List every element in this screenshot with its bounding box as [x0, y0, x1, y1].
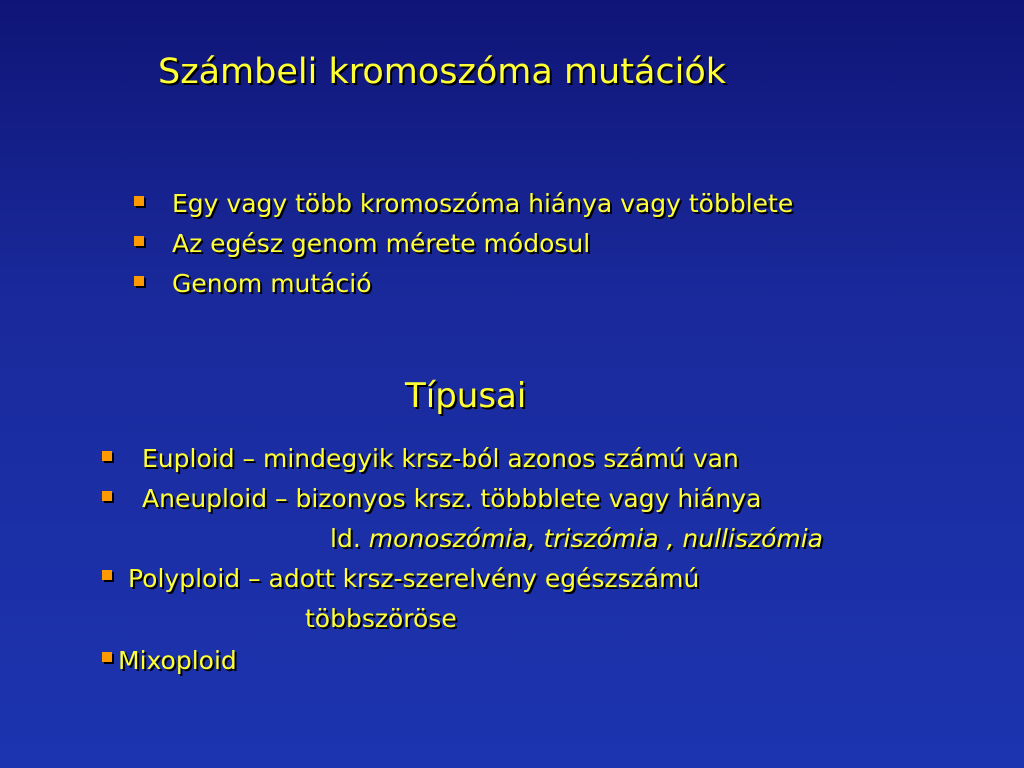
intro-item: Egy vagy több kromoszóma hiánya vagy többlete	[172, 189, 794, 218]
section-subtitle: Típusai	[405, 376, 527, 416]
continuation-prefix: ld.	[330, 524, 369, 553]
type-item-polyploid: Polyploid – adott krsz-szerelvény egészszámú	[128, 564, 700, 593]
slide-title: Számbeli kromoszóma mutációk	[158, 52, 727, 92]
intro-item: Az egész genom mérete módosul	[172, 229, 591, 258]
orange-square-bullet-icon	[134, 236, 144, 246]
orange-square-bullet-icon	[102, 570, 112, 580]
continuation-examples: monoszómia, triszómia , nulliszómia	[368, 524, 823, 553]
orange-square-bullet-icon	[134, 196, 144, 206]
orange-square-bullet-icon	[102, 451, 112, 461]
type-item-mixoploid: Mixoploid	[118, 646, 237, 675]
orange-square-bullet-icon	[102, 652, 112, 662]
type-item-euploid: Euploid – mindegyik krsz-ból azonos számú van	[142, 444, 739, 473]
type-item-polyploid-continuation: többszöröse	[305, 604, 457, 633]
orange-square-bullet-icon	[102, 491, 112, 501]
intro-item: Genom mutáció	[172, 269, 372, 298]
type-item-aneuploid-continuation	[330, 521, 823, 557]
orange-square-bullet-icon	[134, 276, 144, 286]
type-item-aneuploid: Aneuploid – bizonyos krsz. többblete vagy hiánya	[142, 484, 762, 513]
